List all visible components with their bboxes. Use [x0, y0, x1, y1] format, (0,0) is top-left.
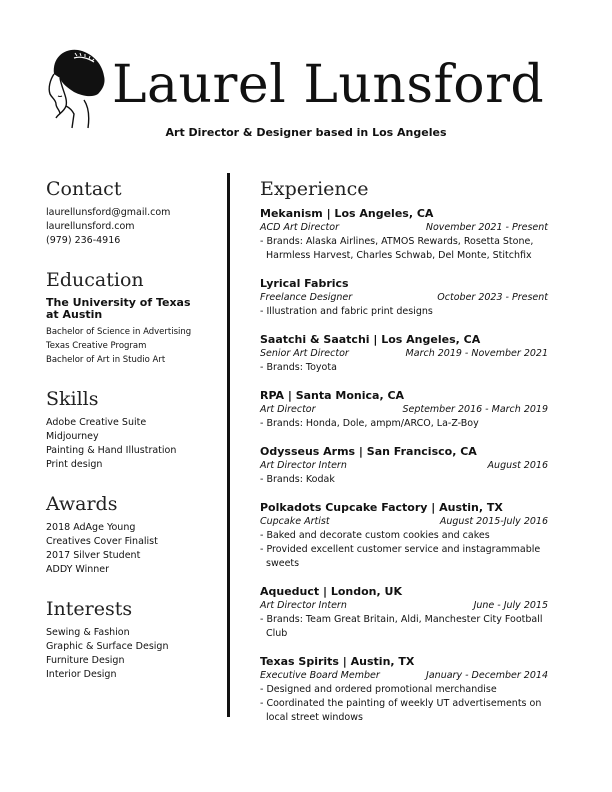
job-dates: October 2023 - Present	[437, 292, 548, 303]
contact-phone: (979) 236-4916	[46, 235, 121, 246]
job-entry	[260, 388, 560, 431]
interests-title: Interests	[46, 598, 133, 620]
awards-title: Awards	[46, 493, 118, 515]
degree-item: Bachelor of Art in Studio Art	[46, 355, 166, 365]
interest-item: Furniture Design	[46, 655, 125, 666]
job-entry	[260, 500, 560, 571]
award-line: ADDY Winner	[46, 564, 110, 575]
skill-item: Painting & Hand Illustration	[46, 445, 177, 456]
job-role: ACD Art Director	[260, 222, 339, 233]
interest-item: Sewing & Fashion	[46, 627, 130, 638]
contact-section	[46, 178, 218, 248]
job-company: Lyrical Fabrics	[260, 277, 349, 290]
job-bullet: - Coordinated the painting of weekly UT advertisements on local street windows	[260, 698, 542, 723]
job-entry	[260, 444, 560, 487]
job-role: Senior Art Director	[260, 348, 349, 359]
job-company: Texas Spirits | Austin, TX	[260, 655, 415, 668]
job-dates: June - July 2015	[473, 600, 548, 611]
applicant-name: Laurel Lunsford	[112, 55, 545, 115]
job-meta	[260, 459, 548, 473]
job-bullet: - Brands: Kodak	[260, 474, 335, 485]
job-entry	[260, 332, 560, 375]
job-company: Aqueduct | London, UK	[260, 585, 402, 598]
job-entry	[260, 206, 560, 263]
award-line: 2018 AdAge Young	[46, 522, 136, 533]
job-meta	[260, 347, 548, 361]
job-bullet: - Designed and ordered promotional merchandise	[260, 684, 497, 695]
skill-item: Midjourney	[46, 431, 99, 442]
job-role: Executive Board Member	[260, 670, 380, 681]
contact-email[interactable]: laurellunsford@gmail.com	[46, 207, 171, 218]
job-company: Polkadots Cupcake Factory | Austin, TX	[260, 501, 503, 514]
job-company: Odysseus Arms | San Francisco, CA	[260, 445, 477, 458]
job-entry	[260, 654, 560, 725]
job-dates: March 2019 - November 2021	[405, 348, 548, 359]
interest-item: Interior Design	[46, 669, 117, 680]
contact-title: Contact	[46, 178, 122, 200]
interests-section	[46, 598, 218, 682]
degree-item: Texas Creative Program	[46, 341, 147, 351]
job-bullet: - Brands: Team Great Britain, Aldi, Manchester City Football Club	[260, 614, 543, 639]
school-name	[46, 297, 218, 321]
job-meta	[260, 403, 548, 417]
job-bullet: - Illustration and fabric print designs	[260, 306, 433, 317]
education-section	[46, 269, 218, 367]
job-bullet: - Baked and decorate custom cookies and cakes	[260, 530, 490, 541]
experience-title: Experience	[260, 178, 369, 200]
contact-website[interactable]: laurellunsford.com	[46, 221, 135, 232]
skills-section	[46, 388, 218, 472]
job-meta	[260, 669, 548, 683]
award-line: Creatives Cover Finalist	[46, 536, 158, 547]
degree-item: Bachelor of Science in Advertising	[46, 327, 192, 337]
job-bullet: - Provided excellent customer service and instagrammable sweets	[260, 544, 541, 569]
job-bullet: - Brands: Toyota	[260, 362, 337, 373]
job-role: Freelance Designer	[260, 292, 353, 303]
interest-item: Graphic & Surface Design	[46, 641, 169, 652]
job-dates: January - December 2014	[426, 670, 548, 681]
job-dates: August 2016	[487, 460, 548, 471]
job-role: Cupcake Artist	[260, 516, 330, 527]
job-role: Art Director Intern	[260, 600, 347, 611]
job-company: Mekanism | Los Angeles, CA	[260, 207, 434, 220]
job-meta	[260, 291, 548, 305]
job-role: Art Director	[260, 404, 316, 415]
award-line: 2017 Silver Student	[46, 550, 141, 561]
education-title: Education	[46, 269, 144, 291]
job-meta	[260, 599, 548, 613]
job-dates: November 2021 - Present	[425, 222, 548, 233]
job-entry	[260, 276, 560, 319]
job-company: RPA | Santa Monica, CA	[260, 389, 405, 402]
job-bullet: - Brands: Alaska Airlines, ATMOS Rewards, Rosetta Stone, Harmless Harvest, Charles Schwab, Del Monte, Stitchfix	[260, 236, 534, 261]
school-line-2: at Austin	[46, 308, 103, 321]
job-bullet: - Brands: Honda, Dole, ampm/ARCO, La-Z-Boy	[260, 418, 479, 429]
job-meta	[260, 221, 548, 235]
column-divider	[227, 173, 230, 717]
job-company: Saatchi & Saatchi | Los Angeles, CA	[260, 333, 481, 346]
left-column	[46, 178, 218, 703]
job-dates: September 2016 - March 2019	[402, 404, 548, 415]
skills-title: Skills	[46, 388, 99, 410]
school-line-1: The University of Texas	[46, 296, 191, 309]
skill-item: Print design	[46, 459, 103, 470]
experience-section	[260, 178, 560, 738]
job-meta	[260, 515, 548, 529]
portrait-logo-icon	[44, 44, 108, 130]
skill-item: Adobe Creative Suite	[46, 417, 147, 428]
job-role: Art Director Intern	[260, 460, 347, 471]
tagline: Art Director & Designer based in Los Angeles	[165, 126, 447, 139]
job-dates: August 2015-July 2016	[439, 516, 548, 527]
awards-section	[46, 493, 218, 577]
job-entry	[260, 584, 560, 641]
